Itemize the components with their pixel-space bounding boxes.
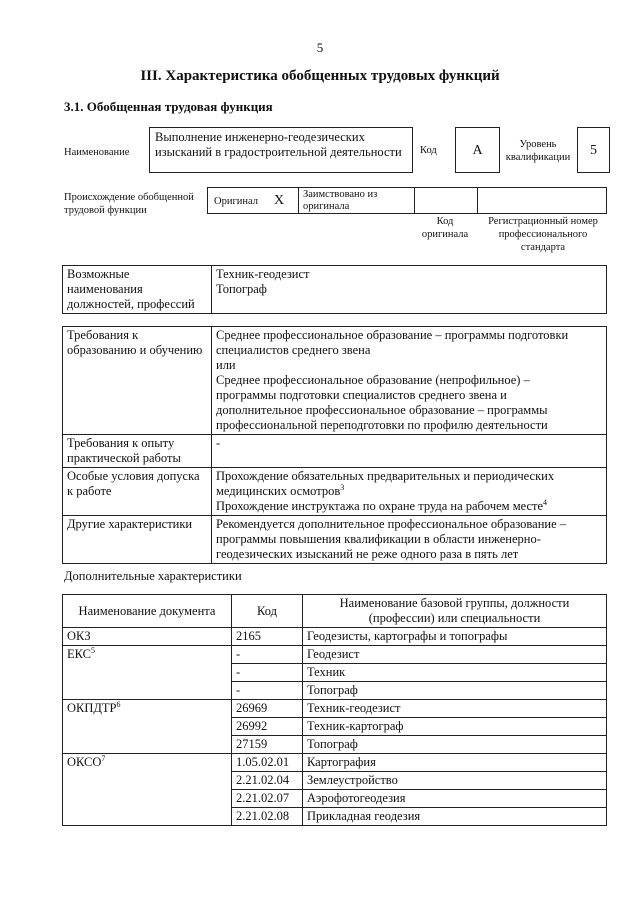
name-cell: Геодезист — [303, 646, 607, 664]
code-cell: 2.21.02.04 — [232, 772, 303, 790]
table-row — [63, 700, 607, 718]
code-cell: 2.21.02.08 — [232, 808, 303, 826]
borrowed-label: Заимствовано из оригинала — [303, 189, 378, 212]
doc-name: ОКЗ — [67, 629, 91, 643]
code-cell: 27159 — [232, 736, 303, 754]
function-name-box — [149, 127, 413, 173]
code-cell: 2.21.02.07 — [232, 790, 303, 808]
footnote-ref: 7 — [101, 753, 106, 763]
footnote-ref: 5 — [91, 645, 95, 655]
subsection-title: 3.1. Обобщенная трудовая функция — [64, 99, 273, 114]
origin-table — [207, 187, 607, 214]
footnote-ref: 4 — [543, 497, 548, 507]
education-line: Среднее профессиональное образование (непрофильное) – — [216, 373, 530, 387]
original-label: Оригинал — [214, 196, 258, 207]
page-number: 5 — [316, 40, 324, 55]
code-label: Код — [420, 145, 437, 156]
divider — [414, 188, 415, 213]
doc-name-cell — [63, 700, 232, 754]
code-cell: - — [232, 682, 303, 700]
other-line: геодезических изысканий не реже одного раза в пять лет — [216, 547, 519, 561]
education-line: дополнительное профессиональное образование – программы — [216, 403, 548, 417]
education-line: специалистов среднего звена — [216, 343, 371, 357]
original-mark: Х — [274, 193, 285, 208]
section-title: III. Характеристика обобщенных трудовых функций — [140, 68, 500, 84]
name-cell: Аэрофотогеодезия — [303, 790, 607, 808]
education-line: или — [216, 358, 236, 372]
education-line: программы подготовки специалистов среднего звена и — [216, 388, 507, 402]
name-cell: Техник-картограф — [303, 718, 607, 736]
position-item: Топограф — [216, 282, 267, 296]
other-line: Рекомендуется дополнительное профессиональное образование – — [216, 517, 567, 531]
code-cell: - — [232, 664, 303, 682]
doc-name-cell — [63, 646, 232, 700]
level-value-box — [577, 127, 610, 173]
name-cell: Техник-геодезист — [303, 700, 607, 718]
name-cell: Техник — [303, 664, 607, 682]
code-cell: 2165 — [232, 628, 303, 646]
special-line-text: медицинских осмотров — [216, 484, 341, 498]
other-label: Другие характеристики — [63, 516, 212, 564]
header-doc: Наименование документа — [63, 595, 232, 628]
education-label: Требования к образованию и обучению — [63, 327, 212, 435]
doc-name: ОКСО — [67, 755, 102, 769]
function-name-value: Выполнение инженерно-геодезических изысканий в градостроительной деятельности — [155, 130, 402, 159]
other-value — [212, 516, 607, 564]
special-conditions-value — [212, 468, 607, 516]
table-row — [63, 646, 607, 664]
code-cell: 1.05.02.01 — [232, 754, 303, 772]
header-code: Код — [232, 595, 303, 628]
positions-values — [212, 266, 607, 314]
position-item: Техник-геодезист — [216, 267, 310, 281]
footnote-ref: 3 — [340, 482, 345, 492]
name-cell: Прикладная геодезия — [303, 808, 607, 826]
special-line — [216, 484, 602, 499]
table-row — [63, 628, 607, 646]
doc-name-cell — [63, 628, 232, 646]
divider — [477, 188, 478, 213]
header-name: Наименование базовой группы, должности (профессии) или специальности — [303, 595, 607, 628]
code-cell: - — [232, 646, 303, 664]
positions-label: Возможные наименования должностей, профессий — [63, 266, 212, 314]
divider — [298, 188, 299, 213]
experience-label: Требования к опыту практической работы — [63, 435, 212, 468]
level-label: Уровень квалификации — [505, 139, 571, 163]
special-line: Прохождение обязательных предварительных и периодических — [216, 469, 555, 483]
other-line: программы повышения квалификации в области инженерно- — [216, 532, 541, 546]
name-cell: Топограф — [303, 736, 607, 754]
special-conditions-label: Особые условия допуска к работе — [63, 468, 212, 516]
doc-name: ЕКС — [67, 647, 91, 661]
additional-table — [62, 594, 607, 826]
name-label: Наименование — [64, 147, 130, 158]
doc-name: ОКПДТР — [67, 701, 117, 715]
additional-body — [63, 628, 607, 826]
experience-value: - — [212, 435, 607, 468]
reg-number-caption: Регистрационный номер профессионального стандарта — [488, 216, 598, 253]
education-line: профессиональной переподготовки по профилю деятельности — [216, 418, 548, 432]
education-line: Среднее профессиональное образование – программы подготовки — [216, 328, 569, 342]
name-cell: Геодезисты, картографы и топографы — [303, 628, 607, 646]
code-cell: 26969 — [232, 700, 303, 718]
table-row — [63, 754, 607, 772]
special-line-text: Прохождение инструктажа по охране труда на рабочем месте — [216, 499, 544, 513]
name-cell: Топограф — [303, 682, 607, 700]
code-cell: 26992 — [232, 718, 303, 736]
education-value — [212, 327, 607, 435]
code-original-caption: Код оригинала — [421, 216, 469, 240]
additional-title: Дополнительные характеристики — [64, 569, 242, 583]
requirements-table — [62, 326, 607, 564]
positions-table — [62, 265, 607, 314]
origin-label: Происхождение обобщенной трудовой функции — [64, 192, 194, 216]
code-value: А — [472, 143, 483, 158]
level-value: 5 — [590, 143, 597, 158]
code-value-box — [455, 127, 500, 173]
doc-name-cell — [63, 754, 232, 826]
name-cell: Землеустройство — [303, 772, 607, 790]
footnote-ref: 6 — [116, 699, 121, 709]
name-cell: Картография — [303, 754, 607, 772]
special-line — [216, 499, 602, 514]
